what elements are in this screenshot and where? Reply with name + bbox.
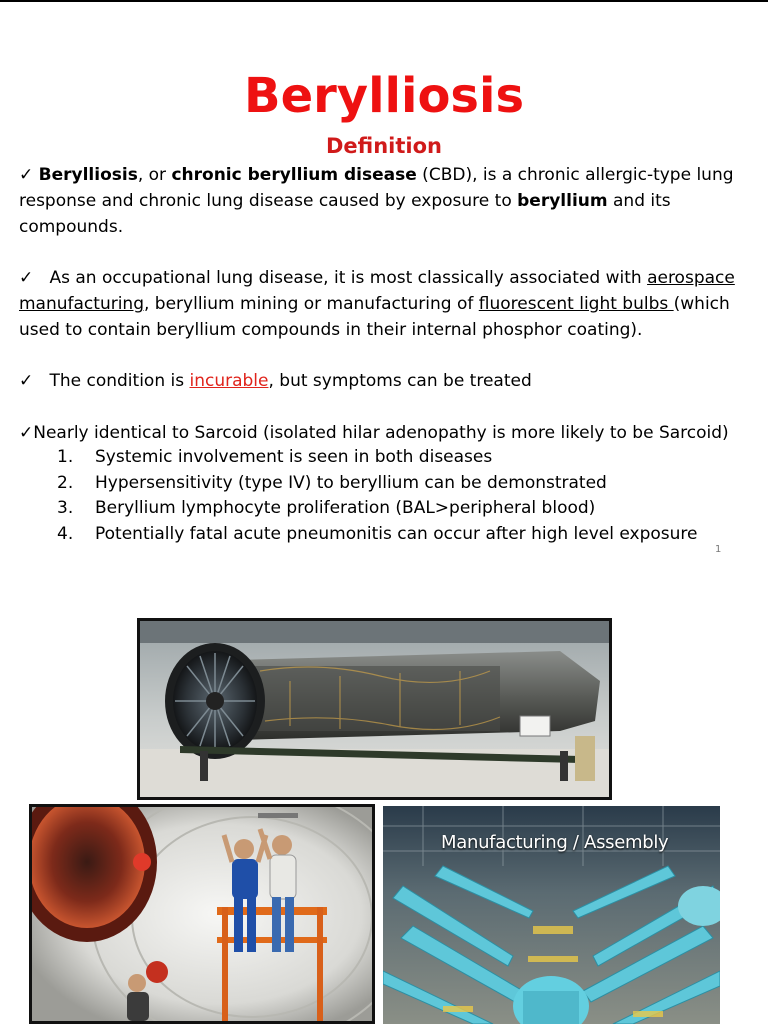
- bullet-line: [19, 368, 759, 394]
- assembly-caption: Manufacturing / Assembly: [441, 832, 669, 853]
- text-run: The condition is: [49, 371, 190, 391]
- list-number: 1.: [57, 447, 74, 467]
- bullet-paragraph-definition: [19, 162, 759, 240]
- text-run: (CBD), is a chronic allergic-type lung: [416, 165, 734, 185]
- section-heading: Definition: [325, 134, 442, 158]
- bullet-line: used to contain beryllium compounds in their internal phosphor coating).: [19, 320, 643, 340]
- check-icon: ✓: [19, 371, 34, 391]
- text-run: As an occupational lung disease, it is most classically associated with: [49, 268, 648, 288]
- list-item: [57, 471, 698, 497]
- check-icon: ✓: [19, 268, 34, 288]
- list-item: [57, 445, 698, 471]
- text-run: (which: [673, 294, 730, 314]
- bullet-line: [19, 162, 759, 188]
- term-beryllium: beryllium: [517, 191, 608, 211]
- check-icon: ✓: [19, 423, 34, 443]
- text-run: , but symptoms can be treated: [268, 371, 532, 391]
- term-cbd: chronic beryllium disease: [171, 165, 417, 185]
- bullet-paragraph-sarcoid: [19, 420, 759, 446]
- list-item: [57, 522, 698, 548]
- aircraft-assembly-photo: [383, 806, 720, 1024]
- bullet-paragraph-incurable: [19, 368, 759, 394]
- text-run: , beryllium mining or manufacturing of: [144, 294, 479, 314]
- text-run: Nearly identical to Sarcoid (isolated hilar adenopathy is more likely to be Sarcoid): [33, 423, 729, 443]
- page-number: 1: [715, 544, 722, 555]
- list-number: 2.: [57, 472, 74, 493]
- link-manufacturing[interactable]: manufacturing: [19, 294, 144, 314]
- list-text: Hypersensitivity (type IV) to beryllium can be demonstrated: [95, 472, 607, 493]
- list-text: Beryllium lymphocyte proliferation (BAL>peripheral blood): [95, 498, 596, 518]
- top-border: [0, 0, 768, 2]
- list-number: 3.: [57, 498, 74, 518]
- numbered-list: [57, 445, 698, 547]
- link-incurable[interactable]: incurable: [189, 371, 269, 391]
- list-item: [57, 496, 698, 522]
- jet-engine-photo: [137, 618, 612, 800]
- text-run: response and chronic lung disease caused by exposure to: [19, 191, 518, 211]
- workers-engine-photo: [29, 804, 375, 1024]
- bullet-line: [19, 188, 759, 214]
- bullet-paragraph-occupational: [19, 265, 759, 343]
- link-fluorescent-light-bulbs[interactable]: fluorescent light bulbs: [478, 294, 674, 314]
- text-run: , or: [137, 165, 172, 185]
- page-title: Berylliosis: [243, 68, 525, 124]
- bullet-line: compounds.: [19, 217, 124, 237]
- check-icon: ✓: [19, 165, 34, 185]
- term-berylliosis: Berylliosis: [38, 165, 138, 185]
- link-aerospace[interactable]: aerospace: [647, 268, 735, 288]
- bullet-line: [19, 265, 759, 291]
- list-text: Potentially fatal acute pneumonitis can occur after high level exposure: [95, 523, 698, 544]
- text-run: and its: [607, 191, 671, 211]
- bullet-line: [19, 420, 759, 446]
- list-text: Systemic involvement is seen in both diseases: [95, 447, 493, 467]
- list-number: 4.: [57, 523, 74, 544]
- bullet-line: [19, 291, 759, 317]
